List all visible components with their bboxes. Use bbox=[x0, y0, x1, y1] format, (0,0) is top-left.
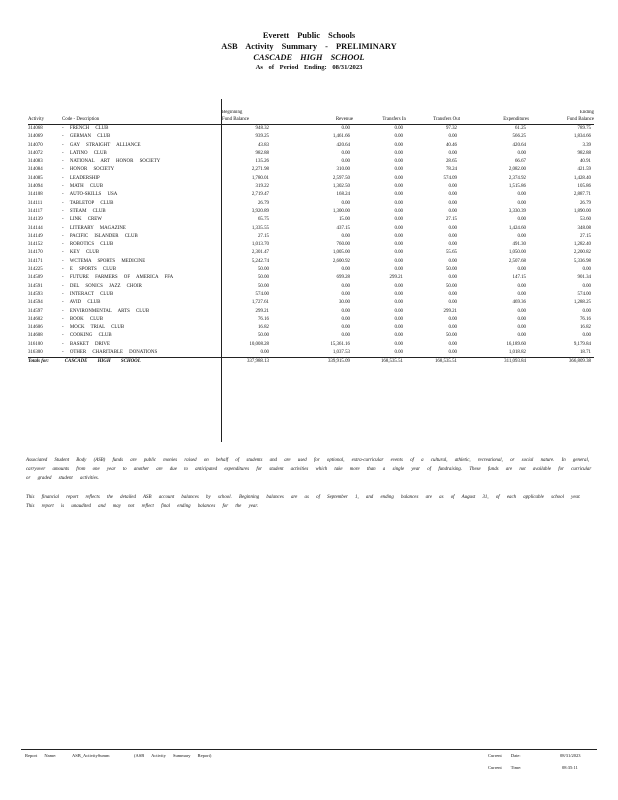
activity-description: - KEY CLUB bbox=[62, 250, 99, 256]
activity-code: 314069 bbox=[28, 134, 43, 140]
activity-description: - LEADERSHIP bbox=[62, 175, 100, 181]
activity-code: 314591 bbox=[28, 283, 43, 289]
transfers-out: 0.00 bbox=[448, 350, 457, 356]
table-row bbox=[28, 191, 594, 199]
transfers-out: 0.00 bbox=[448, 291, 457, 297]
total-transfers-in: 168,535.51 bbox=[353, 358, 406, 367]
revenue: 1,037.53 bbox=[332, 350, 350, 356]
ending-balance: 1,428.40 bbox=[573, 175, 591, 181]
ending-balance: 1,834.66 bbox=[573, 134, 591, 140]
footer-report-desc: (ASB Activity Summary Report) bbox=[134, 753, 212, 758]
expenditures: 0.00 bbox=[517, 267, 526, 273]
ending-balance: 9,179.84 bbox=[573, 341, 591, 347]
ending-balance: 1,282.40 bbox=[573, 242, 591, 248]
activity-description: - E SPORTS CLUB bbox=[62, 267, 116, 273]
transfers-in: 0.00 bbox=[394, 233, 403, 239]
table-row bbox=[28, 200, 594, 208]
transfers-in: 0.00 bbox=[394, 308, 403, 314]
beginning-balance: 26.79 bbox=[257, 200, 269, 206]
ending-balance: 2,887.71 bbox=[573, 192, 591, 198]
transfers-in: 0.00 bbox=[394, 250, 403, 256]
ending-balance: 901.34 bbox=[577, 275, 591, 281]
activity-code: 314144 bbox=[28, 225, 43, 231]
activity-description: - NATIONAL ART HONOR SOCIETY bbox=[62, 159, 161, 165]
revenue: 168.24 bbox=[336, 192, 350, 198]
transfers-in: 0.00 bbox=[394, 126, 403, 131]
transfers-out: 0.00 bbox=[448, 200, 457, 206]
ending-balance: 18.71 bbox=[579, 350, 591, 356]
beginning-balance: 2,301.47 bbox=[251, 250, 269, 256]
activity-description: - GERMAN CLUB bbox=[62, 134, 111, 140]
table-row bbox=[28, 341, 594, 349]
ending-balance: 348.08 bbox=[577, 225, 591, 231]
footer-report-name: ASB_ActivitySumm bbox=[72, 753, 110, 758]
activity-description: - ROBOTICS CLUB bbox=[62, 242, 114, 248]
expenditures: 1,018.82 bbox=[508, 350, 526, 356]
expenditures: 0.00 bbox=[517, 233, 526, 239]
table-row bbox=[28, 216, 594, 224]
beginning-balance: 3,920.89 bbox=[251, 208, 269, 214]
revenue: 437.15 bbox=[336, 225, 350, 231]
expenditures: 566.25 bbox=[512, 134, 526, 140]
ending-balance: 0.00 bbox=[582, 283, 591, 289]
revenue: 2,600.92 bbox=[332, 258, 350, 264]
beginning-balance: 65.75 bbox=[257, 217, 269, 223]
revenue: 0.00 bbox=[341, 291, 350, 297]
totals-row bbox=[28, 358, 594, 367]
beginning-balance: 2,271.98 bbox=[251, 167, 269, 173]
transfers-out: 50.00 bbox=[445, 267, 457, 273]
activity-description: - MOCK TRIAL CLUB bbox=[62, 325, 125, 331]
transfers-in: 0.00 bbox=[394, 134, 403, 140]
beginning-balance: 50.00 bbox=[257, 283, 269, 289]
transfers-in: 0.00 bbox=[394, 159, 403, 165]
total-revenue: 339,915.09 bbox=[272, 358, 353, 367]
ending-balance: 16.82 bbox=[579, 325, 591, 331]
transfers-in: 0.00 bbox=[394, 167, 403, 173]
transfers-out: 0.00 bbox=[448, 225, 457, 231]
table-row bbox=[28, 166, 594, 174]
table-row bbox=[28, 142, 594, 150]
expenditures: 2,374.92 bbox=[508, 175, 526, 181]
transfers-out: 0.00 bbox=[448, 208, 457, 214]
transfers-out: 0.00 bbox=[448, 258, 457, 264]
beginning-balance: 135.26 bbox=[255, 159, 269, 165]
transfers-in: 0.00 bbox=[394, 350, 403, 356]
activity-description: - INTERACT CLUB bbox=[62, 291, 114, 297]
activity-code: 314085 bbox=[28, 175, 43, 181]
ending-balance: 0.00 bbox=[582, 267, 591, 273]
ending-balance: 27.15 bbox=[579, 233, 591, 239]
col-transfers-in: Transfers In bbox=[353, 110, 406, 125]
activity-description: - PACIFIC ISLANDER CLUB bbox=[62, 233, 138, 239]
transfers-in: 0.00 bbox=[394, 283, 403, 289]
revenue: 0.00 bbox=[341, 200, 350, 206]
activity-description: - TABLETOP CLUB bbox=[62, 200, 114, 206]
beginning-balance: 299.21 bbox=[255, 308, 269, 314]
ending-balance: 1,288.25 bbox=[573, 300, 591, 306]
revenue: 30.00 bbox=[338, 300, 350, 306]
transfers-out: 0.00 bbox=[448, 150, 457, 156]
activity-description: - LINK CREW bbox=[62, 217, 102, 223]
transfers-in: 0.00 bbox=[394, 242, 403, 248]
beginning-balance: 1,727.61 bbox=[251, 300, 269, 306]
activity-description: - WCTEMA SPORTS MEDICINE bbox=[62, 258, 146, 264]
transfers-out: 27.15 bbox=[445, 217, 457, 223]
beginning-balance: 16.82 bbox=[257, 325, 269, 331]
activity-description: - DEL SONICS JAZZ CHOIR bbox=[62, 283, 142, 289]
table-row bbox=[28, 308, 594, 316]
revenue: 699.28 bbox=[336, 275, 350, 281]
transfers-out: 28.65 bbox=[445, 159, 457, 165]
activity-code: 314606 bbox=[28, 325, 43, 331]
total-ending: 366,809.38 bbox=[529, 358, 594, 367]
transfers-in: 0.00 bbox=[394, 200, 403, 206]
transfers-in: 0.00 bbox=[394, 300, 403, 306]
expenditures: 0.00 bbox=[517, 192, 526, 198]
report-header bbox=[0, 30, 618, 73]
ending-balance: 421.59 bbox=[577, 167, 591, 173]
transfers-out: 50.00 bbox=[445, 333, 457, 339]
activity-description: - STEAM CLUB bbox=[62, 208, 106, 214]
footer-date-label: Current Date: bbox=[488, 753, 521, 758]
transfers-in: 0.00 bbox=[394, 333, 403, 339]
expenditures: 0.00 bbox=[517, 150, 526, 156]
beginning-balance: 1,780.01 bbox=[251, 175, 269, 181]
transfers-out: 0.00 bbox=[448, 275, 457, 281]
period-ending: As of Period Ending: 08/31/2023 bbox=[255, 64, 363, 71]
table-row bbox=[28, 249, 594, 257]
table-row bbox=[28, 233, 594, 241]
ending-balance: 3.39 bbox=[582, 142, 591, 148]
footer-date-value: 08/31/2023 bbox=[560, 753, 581, 758]
transfers-in: 299.21 bbox=[389, 275, 403, 281]
expenditures: 0.00 bbox=[517, 333, 526, 339]
activity-code: 314593 bbox=[28, 291, 43, 297]
table-row bbox=[28, 208, 594, 216]
expenditures: 1,050.00 bbox=[508, 250, 526, 256]
activity-description: - GAY STRAIGHT ALLIANCE bbox=[62, 142, 141, 148]
beginning-balance: 1,013.70 bbox=[251, 242, 269, 248]
activity-code: 314072 bbox=[28, 150, 43, 156]
transfers-out: 0.00 bbox=[448, 316, 457, 322]
table-row bbox=[28, 158, 594, 166]
transfers-out: 574.09 bbox=[443, 175, 457, 181]
ending-balance: 0.00 bbox=[582, 308, 591, 314]
activity-description: - BOOK CLUB bbox=[62, 316, 103, 322]
table-row bbox=[28, 283, 594, 291]
revenue: 0.00 bbox=[341, 159, 350, 165]
activity-code: 314108 bbox=[28, 192, 43, 198]
transfers-in: 0.00 bbox=[394, 258, 403, 264]
beginning-balance: 50.00 bbox=[257, 333, 269, 339]
activity-code: 314094 bbox=[28, 184, 43, 190]
beginning-balance: 319.22 bbox=[255, 184, 269, 190]
activity-code: 314084 bbox=[28, 167, 43, 173]
col-beginning-bottom: Fund Balance bbox=[222, 116, 250, 122]
table-row bbox=[28, 125, 594, 134]
transfers-out: 97.32 bbox=[445, 126, 457, 131]
transfers-out: 0.00 bbox=[448, 242, 457, 248]
table-row bbox=[28, 183, 594, 191]
expenditures: 0.00 bbox=[517, 200, 526, 206]
activity-description: - AVID CLUB bbox=[62, 300, 101, 306]
transfers-out: 0.00 bbox=[448, 134, 457, 140]
transfers-out: 78.24 bbox=[445, 167, 457, 173]
col-activity: Activity bbox=[28, 110, 62, 125]
revenue: 0.00 bbox=[341, 333, 350, 339]
footer-report-label: Report Name: bbox=[25, 753, 57, 758]
revenue: 0.00 bbox=[341, 283, 350, 289]
beginning-balance: 50.00 bbox=[257, 275, 269, 281]
table-row bbox=[28, 324, 594, 332]
activity-description: - HONOR SOCIETY bbox=[62, 167, 115, 173]
disclaimer-note-2: This financial report reflects the detailed ASB account balances by school. Beginning balances are as of September 1, and ending balances are as of August 31, of each applicable school year. This report is unaudited and may not reflect final ending balances for the year. bbox=[26, 495, 581, 509]
disclaimer-note-1: Associated Student Body (ASB) funds are public monies raised on behalf of students and are used for optional, extra-curricular events of a cultural, athletic, recreational, or social nature. In general, carryover amounts from one year to another are due to anticipated expenditures for student activities which take more than a single year of fundraising. These funds are not available for curricular or graded student activities. bbox=[26, 458, 592, 481]
beginning-balance: 0.00 bbox=[260, 350, 269, 356]
transfers-in: 0.00 bbox=[394, 225, 403, 231]
footer-time-value: 08:35:11 bbox=[562, 765, 578, 770]
report-title: ASB Activity Summary - PRELIMINARY bbox=[221, 42, 397, 51]
activity-code: 314083 bbox=[28, 159, 43, 165]
activity-code: 314070 bbox=[28, 142, 43, 148]
activity-description: - BASKET DRIVE bbox=[62, 341, 110, 347]
table-row bbox=[28, 258, 594, 266]
transfers-out: 0.00 bbox=[448, 300, 457, 306]
table-row bbox=[28, 150, 594, 158]
transfers-in: 0.00 bbox=[394, 192, 403, 198]
revenue: 0.00 bbox=[341, 325, 350, 331]
activity-description: - FUTURE FARMERS OF AMERICA FFA bbox=[62, 275, 174, 281]
activity-code: 314117 bbox=[28, 208, 43, 214]
beginning-balance: 574.00 bbox=[255, 291, 269, 297]
table-body bbox=[28, 125, 594, 358]
activity-code: 314602 bbox=[28, 316, 43, 322]
expenditures: 16,189.60 bbox=[506, 341, 526, 347]
activity-description: - AUTO-SKILLS USA bbox=[62, 192, 118, 198]
ending-balance: 40.91 bbox=[579, 159, 591, 165]
table-row bbox=[28, 133, 594, 141]
table-row bbox=[28, 291, 594, 299]
col-ending-balance bbox=[529, 110, 594, 125]
school-name: CASCADE HIGH SCHOOL bbox=[253, 53, 365, 62]
transfers-out: 50.00 bbox=[445, 283, 457, 289]
expenditures: 0.00 bbox=[517, 283, 526, 289]
totals-school: CASCADE HIGH SCHOOL bbox=[64, 359, 141, 365]
col-ending-bottom: Fund Balance bbox=[566, 116, 594, 122]
revenue: 1,302.50 bbox=[332, 184, 350, 190]
expenditures: 420.64 bbox=[512, 142, 526, 148]
transfers-in: 0.00 bbox=[394, 267, 403, 273]
ending-balance: 26.79 bbox=[579, 200, 591, 206]
revenue: 0.00 bbox=[341, 308, 350, 314]
transfers-out: 0.00 bbox=[448, 325, 457, 331]
beginning-balance: 1,335.55 bbox=[251, 225, 269, 231]
ending-balance: 53.60 bbox=[579, 217, 591, 223]
district-title: Everett Public Schools bbox=[262, 31, 356, 40]
ending-balance: 2,200.82 bbox=[573, 250, 591, 256]
revenue: 1,461.66 bbox=[332, 134, 350, 140]
activity-description: - LATINO CLUB bbox=[62, 150, 107, 156]
totals-label: Totals for: bbox=[28, 359, 49, 365]
beginning-balance: 27.15 bbox=[257, 233, 269, 239]
table-row bbox=[28, 225, 594, 233]
transfers-out: 40.46 bbox=[445, 142, 457, 148]
total-beginning: 337,988.13 bbox=[222, 358, 272, 367]
col-beginning-balance bbox=[222, 110, 272, 125]
transfers-in: 0.00 bbox=[394, 217, 403, 223]
transfers-out: 0.00 bbox=[448, 184, 457, 190]
activity-code: 314225 bbox=[28, 267, 43, 273]
expenditures: 0.00 bbox=[517, 291, 526, 297]
revenue: 0.00 bbox=[341, 267, 350, 273]
transfers-out: 0.00 bbox=[448, 233, 457, 239]
ending-balance: 789.75 bbox=[577, 126, 591, 131]
revenue: 15,361.16 bbox=[330, 341, 350, 347]
revenue: 1,005.00 bbox=[332, 250, 350, 256]
total-expenditures: 311,093.84 bbox=[460, 358, 529, 367]
table-row bbox=[28, 274, 594, 282]
activity-code: 314068 bbox=[28, 126, 43, 131]
expenditures: 147.15 bbox=[512, 275, 526, 281]
activity-code: 314111 bbox=[28, 200, 43, 206]
activity-code: 316300 bbox=[28, 350, 43, 356]
beginning-balance: 43.83 bbox=[257, 142, 269, 148]
transfers-in: 0.00 bbox=[394, 291, 403, 297]
transfers-out: 0.00 bbox=[448, 192, 457, 198]
activity-description: - LITERARY MAGAZINE bbox=[62, 225, 126, 231]
expenditures: 2,082.00 bbox=[508, 167, 526, 173]
total-transfers-out: 168,535.51 bbox=[406, 358, 460, 367]
revenue: 0.00 bbox=[341, 150, 350, 156]
table-row bbox=[28, 316, 594, 324]
transfers-in: 0.00 bbox=[394, 341, 403, 347]
transfers-in: 0.00 bbox=[394, 142, 403, 148]
footer-divider bbox=[21, 749, 597, 750]
activity-code: 316100 bbox=[28, 341, 43, 347]
column-header-row bbox=[28, 110, 594, 125]
ending-balance: 1,890.00 bbox=[573, 208, 591, 214]
activity-description: - OTHER CHARITABLE DONATIONS bbox=[62, 350, 158, 356]
transfers-in: 0.00 bbox=[394, 150, 403, 156]
revenue: 1,300.00 bbox=[332, 208, 350, 214]
expenditures: 1,515.86 bbox=[508, 184, 526, 190]
ending-balance: 0.00 bbox=[582, 333, 591, 339]
totals-label-cell bbox=[28, 358, 222, 367]
transfers-in: 0.00 bbox=[394, 184, 403, 190]
revenue: 0.00 bbox=[341, 316, 350, 322]
expenditures: 1,424.60 bbox=[508, 225, 526, 231]
table-row bbox=[28, 332, 594, 340]
col-transfers-out: Transfers Out bbox=[406, 110, 460, 125]
revenue: 420.64 bbox=[336, 142, 350, 148]
revenue: 2,597.50 bbox=[332, 175, 350, 181]
beginning-balance: 948.32 bbox=[255, 126, 269, 131]
activity-code: 314170 bbox=[28, 250, 43, 256]
revenue: 0.00 bbox=[341, 126, 350, 131]
col-beginning-top: Beginning bbox=[222, 110, 243, 115]
revenue: 310.00 bbox=[336, 167, 350, 173]
ending-balance: 105.86 bbox=[577, 184, 591, 190]
beginning-balance: 50.00 bbox=[257, 267, 269, 273]
beginning-balance: 2,719.47 bbox=[251, 192, 269, 198]
activity-description: - COOKING CLUB bbox=[62, 333, 112, 339]
ending-balance: 76.16 bbox=[579, 316, 591, 322]
table-row bbox=[28, 241, 594, 249]
transfers-out: 299.21 bbox=[443, 308, 457, 314]
transfers-in: 0.00 bbox=[394, 208, 403, 214]
expenditures: 469.36 bbox=[512, 300, 526, 306]
activity-code: 314139 bbox=[28, 217, 43, 223]
expenditures: 0.00 bbox=[517, 217, 526, 223]
expenditures: 3,330.39 bbox=[508, 208, 526, 214]
expenditures: 491.30 bbox=[512, 242, 526, 248]
transfers-in: 0.00 bbox=[394, 325, 403, 331]
beginning-balance: 76.16 bbox=[257, 316, 269, 322]
footer-time-label: Current Time: bbox=[488, 765, 522, 770]
activity-code: 314152 bbox=[28, 242, 43, 248]
transfers-out: 55.65 bbox=[445, 250, 457, 256]
activity-code: 314608 bbox=[28, 333, 43, 339]
activity-code: 314171 bbox=[28, 258, 43, 264]
beginning-balance: 939.25 bbox=[255, 134, 269, 140]
transfers-out: 0.00 bbox=[448, 341, 457, 347]
transfers-in: 0.00 bbox=[394, 175, 403, 181]
activity-code: 314149 bbox=[28, 233, 43, 239]
expenditures: 0.00 bbox=[517, 316, 526, 322]
activity-code: 314597 bbox=[28, 308, 43, 314]
expenditures: 66.67 bbox=[514, 159, 526, 165]
col-expenditures: Expenditures bbox=[460, 110, 529, 125]
col-code-description: Code - Description bbox=[62, 110, 222, 125]
beginning-balance: 5,242.74 bbox=[251, 258, 269, 264]
ending-balance: 982.88 bbox=[577, 150, 591, 156]
activity-code: 314509 bbox=[28, 275, 43, 281]
revenue: 0.00 bbox=[341, 233, 350, 239]
table-row bbox=[28, 175, 594, 183]
transfers-in: 0.00 bbox=[394, 316, 403, 322]
col-ending-top: Ending bbox=[579, 110, 594, 115]
table-row bbox=[28, 299, 594, 307]
activity-description: - FRENCH CLUB bbox=[62, 126, 109, 131]
expenditures: 0.00 bbox=[517, 325, 526, 331]
revenue: 15.00 bbox=[338, 217, 350, 223]
expenditures: 2,507.68 bbox=[508, 258, 526, 264]
activity-description: - MATH CLUB bbox=[62, 184, 103, 190]
table-row bbox=[28, 349, 594, 358]
ending-balance: 574.00 bbox=[577, 291, 591, 297]
expenditures: 61.25 bbox=[514, 126, 526, 131]
beginning-balance: 10,008.28 bbox=[249, 341, 269, 347]
activity-description: - ENVIRONMENTAL ARTS CLUB bbox=[62, 308, 150, 314]
table-row bbox=[28, 266, 594, 274]
col-revenue: Revenue bbox=[272, 110, 353, 125]
revenue: 760.00 bbox=[336, 242, 350, 248]
activity-code: 314594 bbox=[28, 300, 43, 306]
beginning-balance: 982.88 bbox=[255, 150, 269, 156]
activity-summary-table bbox=[28, 110, 594, 367]
expenditures: 0.00 bbox=[517, 308, 526, 314]
ending-balance: 5,336.98 bbox=[573, 258, 591, 264]
